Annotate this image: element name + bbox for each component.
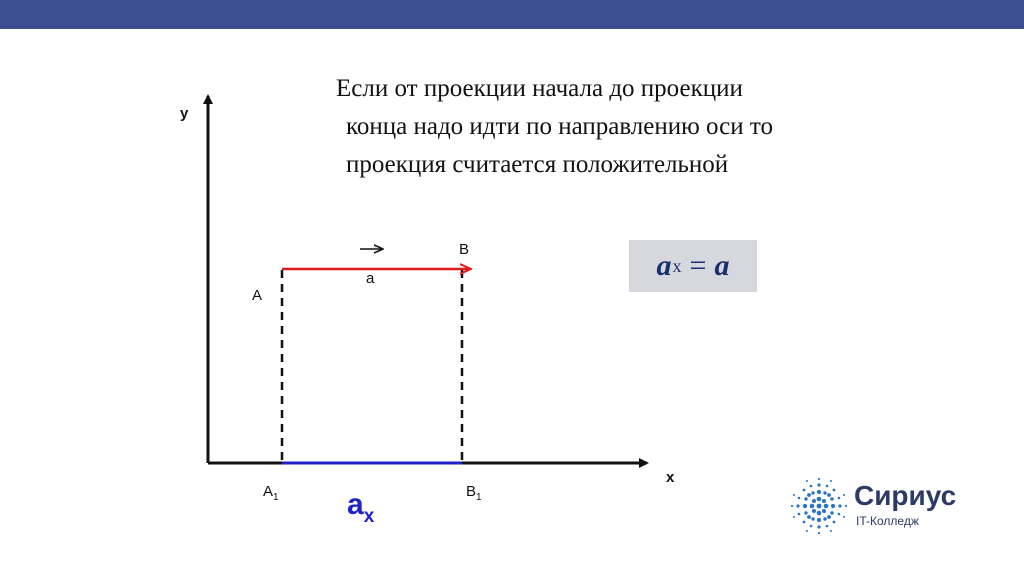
projection-label: $a_x$ bbox=[347, 488, 375, 527]
caption-line-1: Если от проекции начала до проекции bbox=[336, 75, 743, 102]
formula-rhs: a bbox=[714, 249, 730, 282]
formula-eq: = bbox=[689, 249, 707, 282]
point-a1-label: $A_1$ bbox=[263, 483, 279, 503]
caption-line-2: конца надо идти по направлению оси то bbox=[346, 113, 774, 140]
point-b1-label: $B_1$ bbox=[466, 483, 482, 503]
formula-lhs: a bbox=[656, 249, 672, 282]
logo-dots-icon bbox=[788, 476, 850, 536]
y-axis-label: y bbox=[180, 105, 189, 122]
vector-label: a bbox=[366, 270, 375, 287]
sirius-logo bbox=[788, 476, 978, 536]
logo-name: Сириус bbox=[854, 480, 957, 511]
point-a-label: A bbox=[252, 287, 263, 304]
formula-box bbox=[629, 240, 757, 292]
formula-lhs-sub: x bbox=[672, 255, 682, 276]
x-axis-label: x bbox=[666, 469, 675, 486]
point-b-label: B bbox=[459, 241, 470, 258]
caption-line-3: проекция считается положительной bbox=[346, 151, 729, 178]
logo-subtitle: IT-Колледж bbox=[856, 514, 919, 528]
